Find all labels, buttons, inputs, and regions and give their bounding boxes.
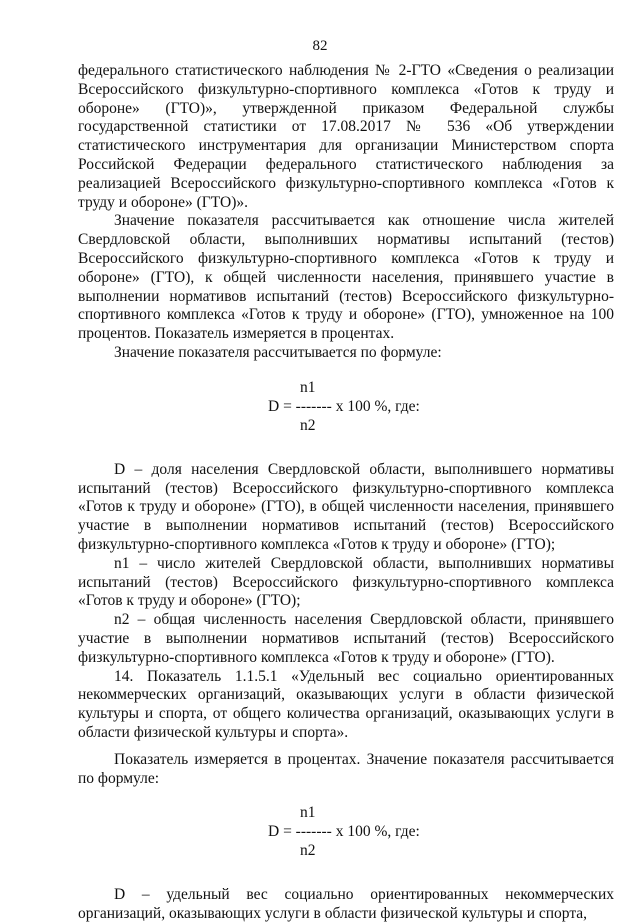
formula-1	[78, 379, 614, 437]
paragraph-gap	[78, 743, 614, 751]
page-number: 82	[312, 38, 328, 54]
paragraph-9: D – удельный вес социально ориентированных некоммерческих организаций, оказывающих услуги в области физической культуры и спорта,	[78, 886, 614, 923]
formula-2-denominator: n2	[300, 842, 316, 860]
paragraph-2: Значение показателя рассчитывается как отношение числа жителей Свердловской области, выполнивших нормативы испытаний (тестов) Всероссийского физкультурно-спортивного комплекса «Готов к труду и обороне» (ГТО), к общей численности населения, принявшего участие в выполнении нормативов испытаний (тестов) Всероссийского физкультурно-спортивного комплекса «Готов к труду и обороне» (ГТО), умноженное на 100 процентов. Показатель измеряется в процентах.	[78, 212, 614, 343]
paragraph-5: n1 – число жителей Свердловской области, выполнивших нормативы испытаний (тестов) Всероссийского физкультурно-спортивного комплекса «Готов к труду и обороне» (ГТО);	[78, 554, 614, 610]
paragraph-3: Значение показателя рассчитывается по формуле:	[114, 343, 442, 361]
paragraph-8: Показатель измеряется в процентах. Значение показателя рассчитывается по формуле:	[78, 750, 614, 787]
paragraph-7: 14. Показатель 1.1.5.1 «Удельный вес социально ориентированных некоммерческих организаций, оказывающих услуги в области физической культуры и спорта, от общего количества организаций, оказывающих услуги в области физической культуры и спорта».	[78, 667, 614, 741]
paragraph-1: федерального статистического наблюдения № 2-ГТО «Сведения о реализации Всероссийского физкультурно-спортивного комплекса «Готов к труду и обороне» (ГТО)», утвержденной приказом Федеральной службы государственной статистики от 17.08.2017 № 536 «Об утверждении статистического инструментария для организации Министерством спорта Российской Федерации федерального статистического наблюдения за реализацией Всероссийского физкультурно-спортивного комплекса «Готов к труду и обороне» (ГТО)».	[78, 62, 614, 211]
formula-1-expression: D = ------- x 100 %, где:	[268, 397, 420, 415]
document-body	[78, 62, 614, 924]
formula-1-denominator: n2	[300, 416, 316, 434]
formula-1-numerator: n1	[300, 378, 316, 396]
formula-2	[78, 804, 614, 862]
paragraph-6: n2 – общая численность населения Свердловской области, принявшего участие в выполнении нормативов испытаний (тестов) Всероссийского физкультурно-спортивного комплекса «Готов к труду и обороне» (ГТО).	[78, 611, 614, 666]
formula-2-numerator: n1	[300, 804, 316, 822]
formula-2-expression: D = ------- x 100 %, где:	[268, 823, 420, 841]
paragraph-4: D – доля населения Свердловской области, выполнившего нормативы испытаний (тестов) Всероссийского физкультурно-спортивного комплекса «Готов к труду и обороне» (ГТО), в общей численности населения, принявшего участие в выполнении нормативов испытаний (тестов) Всероссийского физкультурно-спортивного комплекса «Готов к труду и обороне» (ГТО);	[78, 460, 614, 553]
